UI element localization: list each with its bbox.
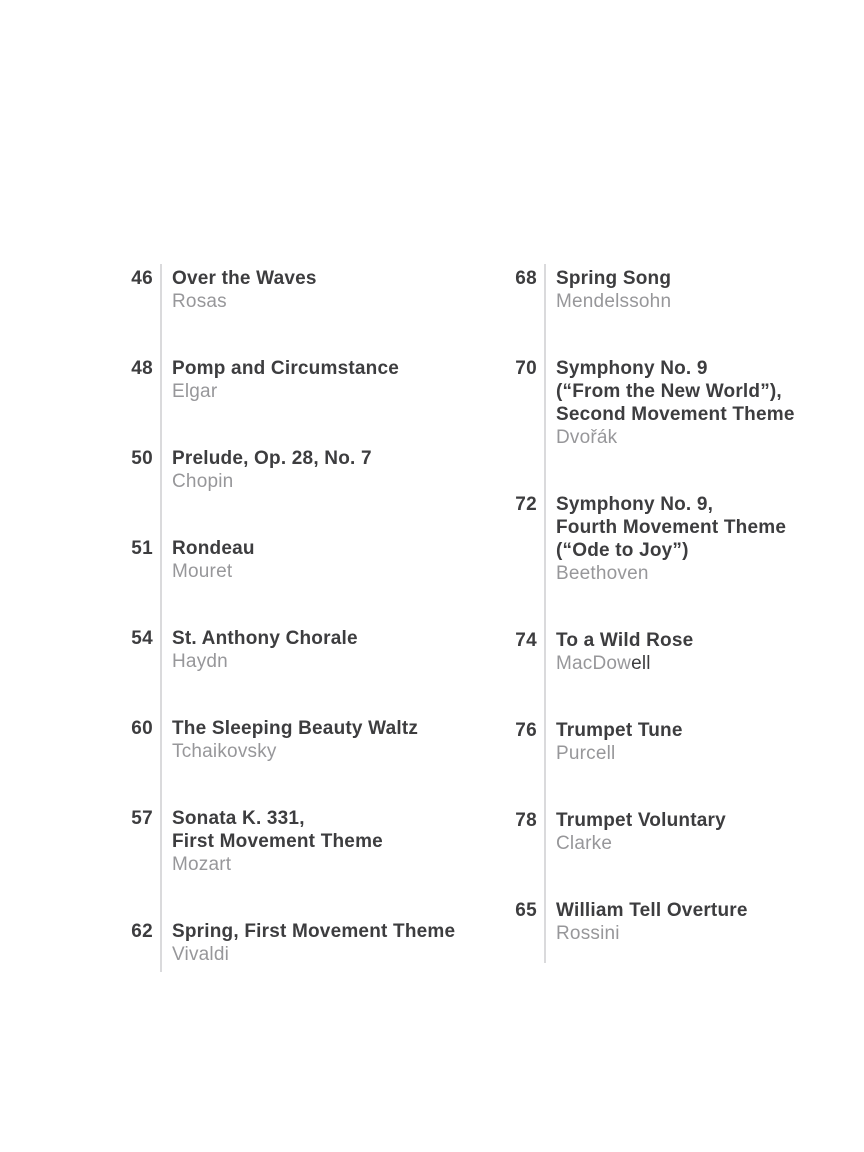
piece-title: (“Ode to Joy”) — [556, 540, 689, 561]
piece-title: (“From the New World”), — [556, 381, 782, 402]
toc-entry — [120, 807, 455, 876]
composer-name: Mouret — [172, 561, 233, 582]
toc-entry — [504, 357, 795, 449]
page-number: 72 — [515, 494, 537, 515]
composer-name: Beethoven — [556, 563, 649, 584]
composer-name: Purcell — [556, 743, 616, 764]
composer-name — [556, 652, 795, 675]
toc-entry — [120, 717, 455, 763]
piece-title: Fourth Movement Theme — [556, 517, 787, 538]
toc-entry — [504, 899, 795, 945]
page-number: 60 — [131, 718, 153, 739]
composer-name: Elgar — [172, 381, 218, 402]
composer-name: Rosas — [172, 291, 227, 312]
piece-title: Second Movement Theme — [556, 404, 795, 425]
page-number: 62 — [131, 921, 153, 942]
piece-title: Trumpet Tune — [556, 720, 683, 741]
piece-title: Sonata K. 331, — [172, 808, 305, 829]
entry-body — [172, 267, 455, 313]
page-number: 78 — [515, 810, 537, 831]
entry-body — [172, 627, 455, 673]
piece-title: Over the Waves — [172, 268, 317, 289]
piece-title: Symphony No. 9, — [556, 494, 714, 515]
piece-title: Rondeau — [172, 538, 255, 559]
page-number: 74 — [515, 630, 537, 651]
piece-title: Trumpet Voluntary — [556, 810, 726, 831]
column-divider-line — [160, 264, 162, 972]
entry-body — [172, 537, 455, 583]
page-number: 68 — [515, 268, 537, 289]
toc-entry — [120, 447, 455, 493]
piece-title: Pomp and Circumstance — [172, 358, 399, 379]
entry-body — [556, 493, 795, 585]
piece-title: William Tell Overture — [556, 900, 748, 921]
piece-title: To a Wild Rose — [556, 630, 694, 651]
page-number: 65 — [515, 900, 537, 921]
column-divider-line — [544, 264, 546, 963]
composer-name: Clarke — [556, 833, 613, 854]
toc-column-left — [120, 267, 455, 966]
piece-title: Spring Song — [556, 268, 672, 289]
composer-name: Haydn — [172, 651, 228, 672]
composer-name: Mozart — [172, 854, 232, 875]
toc-entry — [504, 629, 795, 675]
entry-body — [172, 717, 455, 763]
toc-entry — [120, 357, 455, 403]
toc-entry — [120, 920, 455, 966]
composer-name: Mendelssohn — [556, 291, 672, 312]
piece-title: First Movement Theme — [172, 831, 383, 852]
entry-body — [556, 629, 795, 675]
page-number: 76 — [515, 720, 537, 741]
piece-title: Symphony No. 9 — [556, 358, 708, 379]
page-number: 54 — [131, 628, 153, 649]
entry-body — [556, 899, 795, 945]
page-number: 50 — [131, 448, 153, 469]
page-number: 51 — [131, 538, 153, 559]
entry-body — [556, 719, 795, 765]
piece-title: Spring, First Movement Theme — [172, 921, 456, 942]
toc-entry — [120, 267, 455, 313]
composer-name: Dvořák — [556, 427, 618, 448]
composer-name-dark: ell — [631, 653, 651, 674]
piece-title: Prelude, Op. 28, No. 7 — [172, 448, 372, 469]
composer-name: Chopin — [172, 471, 234, 492]
toc-entry — [120, 537, 455, 583]
entry-body — [172, 357, 455, 403]
piece-title: St. Anthony Chorale — [172, 628, 358, 649]
composer-name: Rossini — [556, 923, 620, 944]
toc-entry — [504, 809, 795, 855]
composer-name: Tchaikovsky — [172, 741, 277, 762]
entry-body — [172, 447, 455, 493]
composer-name: Vivaldi — [172, 944, 230, 965]
toc-entry — [504, 493, 795, 585]
entry-body — [556, 809, 795, 855]
entry-body — [556, 357, 795, 449]
piece-title: The Sleeping Beauty Waltz — [172, 718, 419, 739]
toc-entry — [120, 627, 455, 673]
toc-entry — [504, 719, 795, 765]
toc-entry — [504, 267, 795, 313]
page-number: 48 — [131, 358, 153, 379]
composer-name-light: MacDow — [556, 653, 632, 674]
entry-body — [172, 920, 455, 966]
page-number: 46 — [131, 268, 153, 289]
page-number: 57 — [131, 808, 153, 829]
entry-body — [556, 267, 795, 313]
toc-column-right — [504, 267, 795, 945]
entry-body — [172, 807, 455, 876]
page-number: 70 — [515, 358, 537, 379]
